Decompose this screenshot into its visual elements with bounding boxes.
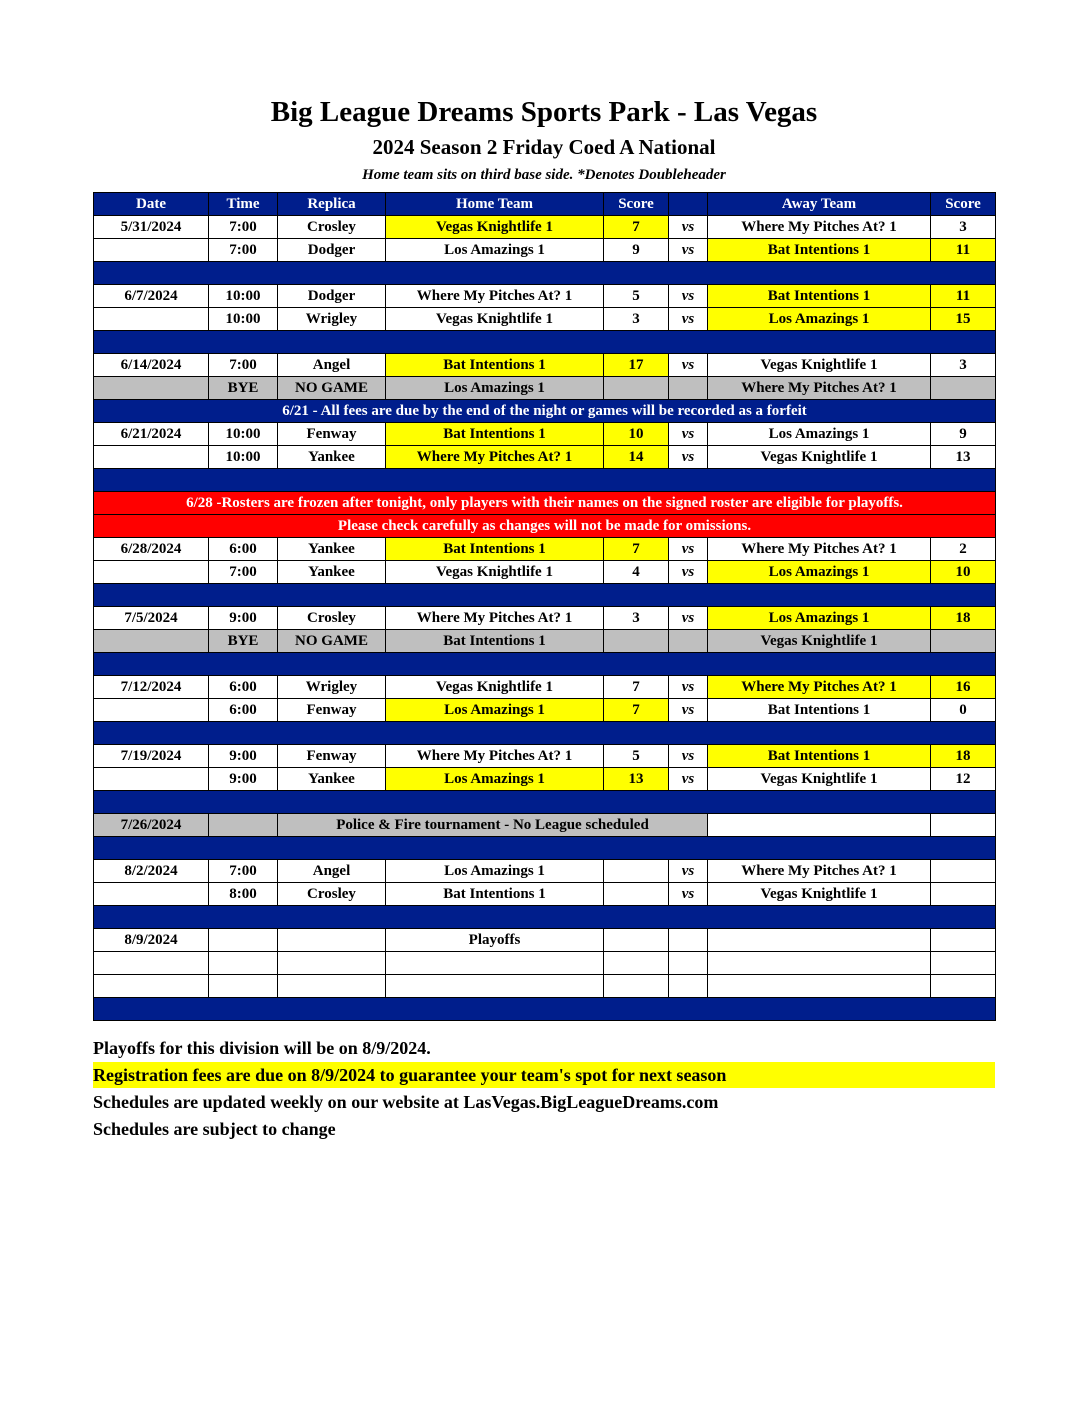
home-score-cell <box>604 860 669 883</box>
cell <box>94 331 996 354</box>
cell <box>94 791 996 814</box>
vs-cell: vs <box>669 768 708 791</box>
date-cell: 7/5/2024 <box>94 607 209 630</box>
time-cell: 7:00 <box>209 860 278 883</box>
vs-cell: vs <box>669 538 708 561</box>
time-cell: 10:00 <box>209 423 278 446</box>
home-score-cell: 5 <box>604 285 669 308</box>
date-cell: 6/14/2024 <box>94 354 209 377</box>
time-cell: 9:00 <box>209 745 278 768</box>
away-team-cell: Vegas Knightlife 1 <box>708 768 931 791</box>
cell <box>708 975 931 998</box>
playoffs-note: Playoffs for this division will be on 8/9/2024. <box>93 1038 431 1058</box>
tournament-row <box>94 814 996 837</box>
time-cell: 10:00 <box>209 285 278 308</box>
home-team-cell: Where My Pitches At? 1 <box>386 745 604 768</box>
date-cell <box>94 699 209 722</box>
page-subtitle: 2024 Season 2 Friday Coed A National <box>372 135 716 159</box>
page-title: Big League Dreams Sports Park - Las Vegas <box>270 96 818 128</box>
away-score-cell: 2 <box>931 538 996 561</box>
away-team-cell: Bat Intentions 1 <box>708 745 931 768</box>
home-score-cell: 7 <box>604 699 669 722</box>
replica-cell: Crosley <box>278 607 386 630</box>
home-score-cell: 17 <box>604 354 669 377</box>
home-team-cell: Los Amazings 1 <box>386 699 604 722</box>
away-score-cell: 11 <box>931 285 996 308</box>
date-cell: 6/21/2024 <box>94 423 209 446</box>
game-row <box>94 285 996 308</box>
vs-cell: vs <box>669 285 708 308</box>
replica-cell: Wrigley <box>278 676 386 699</box>
cell <box>94 584 996 607</box>
cell <box>94 998 996 1021</box>
home-team-cell: Los Amazings 1 <box>386 239 604 262</box>
time-cell: 10:00 <box>209 446 278 469</box>
time-cell: 6:00 <box>209 538 278 561</box>
home-team-cell: Vegas Knightlife 1 <box>386 561 604 584</box>
home-team-cell: Bat Intentions 1 <box>386 538 604 561</box>
cell <box>94 975 209 998</box>
game-row <box>94 929 996 952</box>
replica-cell: Dodger <box>278 285 386 308</box>
away-team-cell: Los Amazings 1 <box>708 423 931 446</box>
cell <box>931 377 996 400</box>
cell <box>669 377 708 400</box>
away-score-cell: 10 <box>931 561 996 584</box>
away-team-cell: Bat Intentions 1 <box>708 699 931 722</box>
separator-row <box>94 791 996 814</box>
time-cell: 7:00 <box>209 216 278 239</box>
cell <box>931 952 996 975</box>
time-cell: 6:00 <box>209 699 278 722</box>
notice-row <box>94 492 996 515</box>
away-team-cell: Where My Pitches At? 1 <box>708 860 931 883</box>
game-row <box>94 860 996 883</box>
cell: NO GAME <box>278 630 386 653</box>
home-team-cell: Where My Pitches At? 1 <box>386 607 604 630</box>
schedule-body <box>94 216 996 1021</box>
separator-row <box>94 837 996 860</box>
cell <box>931 630 996 653</box>
replica-cell: Angel <box>278 860 386 883</box>
away-score-cell: 15 <box>931 308 996 331</box>
cell <box>931 814 996 837</box>
replica-cell: Angel <box>278 354 386 377</box>
bye-row <box>94 630 996 653</box>
cell <box>604 975 669 998</box>
game-row <box>94 745 996 768</box>
replica-cell: Wrigley <box>278 308 386 331</box>
date-cell: 7/19/2024 <box>94 745 209 768</box>
game-row <box>94 607 996 630</box>
column-header: Time <box>209 193 278 216</box>
time-cell: 8:00 <box>209 883 278 906</box>
time-cell: 7:00 <box>209 239 278 262</box>
home-team-cell: Vegas Knightlife 1 <box>386 676 604 699</box>
column-header: Score <box>931 193 996 216</box>
cell <box>669 975 708 998</box>
home-team-cell: Playoffs <box>386 929 604 952</box>
game-row <box>94 676 996 699</box>
column-header: Replica <box>278 193 386 216</box>
away-score-cell: 11 <box>931 239 996 262</box>
home-team-cell: Where My Pitches At? 1 <box>386 285 604 308</box>
away-team-cell: Vegas Knightlife 1 <box>708 883 931 906</box>
time-cell: 9:00 <box>209 768 278 791</box>
time-cell: 7:00 <box>209 561 278 584</box>
cell <box>209 814 278 837</box>
column-header: Date <box>94 193 209 216</box>
game-row <box>94 699 996 722</box>
replica-cell: Yankee <box>278 538 386 561</box>
vs-cell: vs <box>669 561 708 584</box>
game-row <box>94 883 996 906</box>
cell: NO GAME <box>278 377 386 400</box>
cell: Vegas Knightlife 1 <box>708 630 931 653</box>
game-row <box>94 538 996 561</box>
home-team-cell: Vegas Knightlife 1 <box>386 216 604 239</box>
separator-row <box>94 998 996 1021</box>
away-team-cell: Los Amazings 1 <box>708 308 931 331</box>
cell: BYE <box>209 630 278 653</box>
registration-note: Registration fees are due on 8/9/2024 to guarantee your team's spot for next season <box>93 1062 995 1088</box>
bye-row <box>94 377 996 400</box>
cell <box>708 814 931 837</box>
cell <box>386 952 604 975</box>
cell: BYE <box>209 377 278 400</box>
cell <box>209 952 278 975</box>
cell <box>94 262 996 285</box>
website-note: Schedules are updated weekly on our website at LasVegas.BigLeagueDreams.com <box>93 1092 719 1112</box>
cell <box>386 975 604 998</box>
game-row <box>94 354 996 377</box>
away-team-cell: Where My Pitches At? 1 <box>708 216 931 239</box>
replica-cell: Fenway <box>278 699 386 722</box>
vs-cell: vs <box>669 607 708 630</box>
home-team-cell: Bat Intentions 1 <box>386 354 604 377</box>
cell <box>94 722 996 745</box>
vs-cell: vs <box>669 308 708 331</box>
header-row <box>94 193 996 216</box>
tournament-text: Police & Fire tournament - No League scheduled <box>278 814 708 837</box>
cell <box>669 630 708 653</box>
cell <box>94 952 209 975</box>
time-cell <box>209 929 278 952</box>
empty-row <box>94 952 996 975</box>
cell <box>604 377 669 400</box>
time-cell: 10:00 <box>209 308 278 331</box>
game-row <box>94 561 996 584</box>
game-row <box>94 768 996 791</box>
home-score-cell: 5 <box>604 745 669 768</box>
cell <box>209 975 278 998</box>
home-team-cell: Bat Intentions 1 <box>386 423 604 446</box>
time-cell: 7:00 <box>209 354 278 377</box>
schedule-table <box>93 192 996 1021</box>
vs-cell: vs <box>669 423 708 446</box>
notice-text: 6/21 - All fees are due by the end of the night or games will be recorded as a forfeit <box>94 400 996 423</box>
cell <box>708 952 931 975</box>
home-score-cell: 10 <box>604 423 669 446</box>
home-score-cell <box>604 883 669 906</box>
replica-cell: Yankee <box>278 446 386 469</box>
cell <box>278 952 386 975</box>
vs-cell <box>669 929 708 952</box>
cell <box>94 653 996 676</box>
home-team-note: Home team sits on third base side. *Denotes Doubleheader <box>362 167 726 183</box>
notice-text: Please check carefully as changes will not be made for omissions. <box>94 515 996 538</box>
home-score-cell: 9 <box>604 239 669 262</box>
replica-cell <box>278 929 386 952</box>
away-score-cell: 16 <box>931 676 996 699</box>
vs-cell: vs <box>669 239 708 262</box>
home-team-cell: Los Amazings 1 <box>386 768 604 791</box>
away-score-cell: 18 <box>931 745 996 768</box>
game-row <box>94 216 996 239</box>
date-cell: 6/7/2024 <box>94 285 209 308</box>
date-cell <box>94 561 209 584</box>
date-cell <box>94 768 209 791</box>
separator-row <box>94 469 996 492</box>
column-header: Away Team <box>708 193 931 216</box>
notice-row <box>94 400 996 423</box>
cell <box>94 906 996 929</box>
cell <box>94 469 996 492</box>
cell: 7/26/2024 <box>94 814 209 837</box>
replica-cell: Dodger <box>278 239 386 262</box>
home-team-cell: Los Amazings 1 <box>386 860 604 883</box>
cell <box>94 837 996 860</box>
away-team-cell: Bat Intentions 1 <box>708 285 931 308</box>
away-score-cell: 3 <box>931 216 996 239</box>
separator-row <box>94 722 996 745</box>
vs-cell: vs <box>669 860 708 883</box>
home-score-cell: 4 <box>604 561 669 584</box>
away-score-cell: 0 <box>931 699 996 722</box>
column-header: Score <box>604 193 669 216</box>
home-score-cell: 7 <box>604 676 669 699</box>
away-score-cell <box>931 929 996 952</box>
away-team-cell: Los Amazings 1 <box>708 561 931 584</box>
home-team-cell: Vegas Knightlife 1 <box>386 308 604 331</box>
home-team-cell: Where My Pitches At? 1 <box>386 446 604 469</box>
replica-cell: Yankee <box>278 768 386 791</box>
vs-cell: vs <box>669 354 708 377</box>
time-cell: 6:00 <box>209 676 278 699</box>
separator-row <box>94 331 996 354</box>
date-cell: 5/31/2024 <box>94 216 209 239</box>
home-score-cell <box>604 929 669 952</box>
vs-cell: vs <box>669 883 708 906</box>
footer-notes <box>93 1035 995 1142</box>
cell <box>604 952 669 975</box>
date-cell: 6/28/2024 <box>94 538 209 561</box>
separator-row <box>94 653 996 676</box>
game-row <box>94 423 996 446</box>
vs-cell: vs <box>669 446 708 469</box>
away-score-cell <box>931 883 996 906</box>
notice-text: 6/28 -Rosters are frozen after tonight, only players with their names on the signed roster are eligible for playoffs. <box>94 492 996 515</box>
date-cell: 8/9/2024 <box>94 929 209 952</box>
cell <box>278 975 386 998</box>
home-score-cell: 7 <box>604 216 669 239</box>
column-header: Home Team <box>386 193 604 216</box>
game-row <box>94 239 996 262</box>
cell <box>604 630 669 653</box>
replica-cell: Fenway <box>278 423 386 446</box>
date-cell <box>94 883 209 906</box>
away-score-cell <box>931 860 996 883</box>
separator-row <box>94 262 996 285</box>
away-score-cell: 12 <box>931 768 996 791</box>
vs-cell: vs <box>669 699 708 722</box>
cell <box>94 630 209 653</box>
cell <box>931 975 996 998</box>
time-cell: 9:00 <box>209 607 278 630</box>
date-cell <box>94 308 209 331</box>
replica-cell: Fenway <box>278 745 386 768</box>
game-row <box>94 308 996 331</box>
home-score-cell: 13 <box>604 768 669 791</box>
vs-cell: vs <box>669 676 708 699</box>
replica-cell: Crosley <box>278 883 386 906</box>
separator-row <box>94 906 996 929</box>
away-score-cell: 18 <box>931 607 996 630</box>
away-score-cell: 9 <box>931 423 996 446</box>
cell: Bat Intentions 1 <box>386 630 604 653</box>
away-score-cell: 13 <box>931 446 996 469</box>
separator-row <box>94 584 996 607</box>
home-team-cell: Bat Intentions 1 <box>386 883 604 906</box>
away-team-cell: Where My Pitches At? 1 <box>708 676 931 699</box>
date-cell <box>94 446 209 469</box>
date-cell: 8/2/2024 <box>94 860 209 883</box>
notice-row <box>94 515 996 538</box>
cell <box>94 377 209 400</box>
date-cell <box>94 239 209 262</box>
away-team-cell: Vegas Knightlife 1 <box>708 446 931 469</box>
home-score-cell: 14 <box>604 446 669 469</box>
home-score-cell: 7 <box>604 538 669 561</box>
away-score-cell: 3 <box>931 354 996 377</box>
date-cell: 7/12/2024 <box>94 676 209 699</box>
replica-cell: Crosley <box>278 216 386 239</box>
home-score-cell: 3 <box>604 607 669 630</box>
replica-cell: Yankee <box>278 561 386 584</box>
away-team-cell: Vegas Knightlife 1 <box>708 354 931 377</box>
away-team-cell: Bat Intentions 1 <box>708 239 931 262</box>
vs-cell: vs <box>669 745 708 768</box>
cell <box>669 952 708 975</box>
away-team-cell: Where My Pitches At? 1 <box>708 538 931 561</box>
cell: Los Amazings 1 <box>386 377 604 400</box>
empty-row <box>94 975 996 998</box>
away-team-cell <box>708 929 931 952</box>
away-team-cell: Los Amazings 1 <box>708 607 931 630</box>
column-header <box>669 193 708 216</box>
game-row <box>94 446 996 469</box>
home-score-cell: 3 <box>604 308 669 331</box>
vs-cell: vs <box>669 216 708 239</box>
subject-to-change-note: Schedules are subject to change <box>93 1119 336 1139</box>
cell: Where My Pitches At? 1 <box>708 377 931 400</box>
